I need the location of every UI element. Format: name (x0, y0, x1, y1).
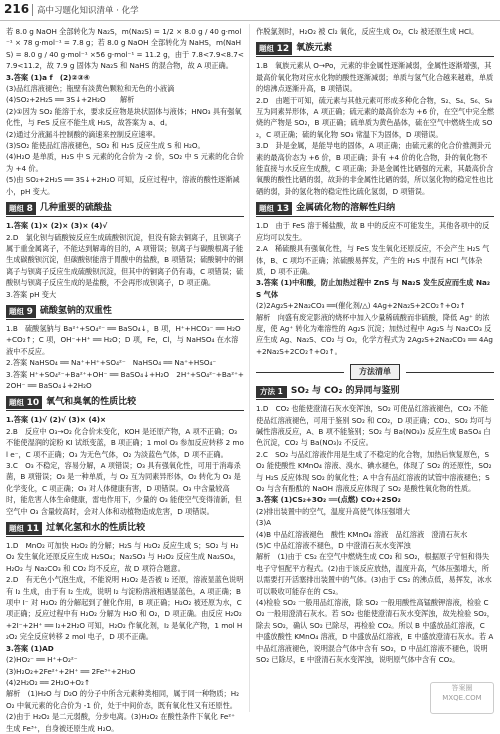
answer-line: 1.答案 (1)× (2)× (3)× (4)√ (6, 221, 108, 231)
text-line: (5)由 SO₂+2H₂S ══ 3S↓+2H₂O 可知，反应过程中，溶液的酸性逐渐减小，pH 变大。 (6, 175, 240, 196)
text-line: 2.D 氯化钡与硫酸铵反应生成硫酸钡沉淀，但没有除去铜离子，且钡离子属于重金属离子，不能达到解毒的目的，A 项错误；钡离子与碳酸根离子能生成碳酸钡沉淀，但碳酸钡能溶于胃酸中的盐酸，B 项错误；硫酸铜中的铜离子与钡离子反应生成硫酸钡沉淀，但其中的铜离子仍有毒，C 项错误；硫酸钡与钡离子反应生成的是盐酸，不会再形成钡离子，D 项正确。 (6, 232, 244, 288)
page-number: 216 (4, 2, 30, 16)
section-title: 氧气和臭氧的性质比较 (46, 397, 137, 408)
left-column (6, 26, 244, 733)
left-intro (6, 26, 244, 197)
text-line: (2)排出装置中的空气，温度升高使气体压强增大 (256, 506, 410, 516)
text-line: (3)H₂O₂+2Fe²⁺+2H⁺ ══ 2Fe³⁺+2H₂O (6, 666, 136, 676)
text-line: (3)品红溶液褪色；瓶壁有淡黄色颗粒和无色的小液滴 (6, 84, 175, 94)
answer-line: 3.答案 (1)AD (6, 643, 54, 653)
watermark-logo (430, 682, 494, 714)
section-header-9 (6, 304, 244, 320)
text-line: 3.答案 H⁺+SO₄²⁻+Ba²⁺+OH⁻ ══ BaSO₄↓+H₂O 2H⁺+SO₄²⁻+Ba²⁺+2OH⁻ ══ BaSO₄↓+2H₂O (6, 369, 244, 390)
text-line: 解析 (1)由于 CS₂ 在空气中燃烧生成 CO₂ 和 SO₂，根据原子守恒和得失电子守恒配平方程式。(2)由于该反应放热，温度升高，气体压强增大，所以需要打开活塞排出装置中的气体。(3)由于 CS₂ 的沸点低，易挥发，冰水可以吸收可能存在的 CS₂。 (256, 552, 492, 596)
text-line: (3)A (256, 518, 272, 528)
book-title: 高中习题化知识清单 · 化学 (32, 4, 139, 16)
section-header-13 (256, 201, 494, 217)
section-title: 几种重要的硫酸盐 (39, 202, 112, 213)
column-divider (249, 24, 250, 712)
text-line: 1.D MnO₂ 可加快 H₂O₂ 的分解；H₂S 与 H₂O₂ 反应生成 S；SO₂ 与 H₂O₂ 发生氧化还原反应生成 H₂SO₄；Na₂SO₃ 与 H₂O₂ 反应生成 Na₂SO₄，H₂O₂ 与 Na₂CO₃ 和 CO₂ 均不反应，故 D 项符合题意。 (6, 541, 241, 573)
section-title: 硫酸氢钠的双重性 (39, 305, 112, 316)
section-tag: 题组 13 (256, 202, 292, 215)
text-line: (4)2H₂O₂ ══ 2H₂O+O₂↑ (6, 677, 90, 687)
page-header (0, 0, 500, 21)
section-header-8 (6, 201, 244, 217)
method-tag: 方法 1 (256, 386, 287, 398)
text-line: (2)①因为 SO₂ 能溶于水，要求反应物是块状固体与液体；HNO₃ 具有强氧化性，与 FeS 反应不能生成 H₂S，故答案为 a、d。 (6, 106, 242, 128)
watermark-url: MXQE.COM (442, 694, 482, 702)
section-tag: 题组 10 (6, 396, 42, 409)
text-line: 1.D CO₂ 也能使澄清石灰水变浑浊，SO₂ 可使品红溶液褪色，CO₂ 不能使品红溶液褪色，可用于鉴别 SO₂ 和 CO₂，D 项正确；CO₂、SO₂ 均可与碱性溶液反应，A、B 项不能鉴别；SO₂ 与 Ba(NO₃)₂ 反应生成 BaSO₄ 白色沉淀，CO₂ 与 Ba(NO₃)₂ 不反应。 (256, 404, 492, 448)
text-line: 3.C O₃ 不稳定，容易分解，A 项错误；O₃ 具有强氧化性，可用于消毒杀菌，B 项错误；O₃ 是一种单质，与 O₂ 互为同素异形体，O₂ 转化为 O₃ 是化学变化，C 项正确；O₃ 对人体健康有害，D 项错误。O₃ 中含量较高时，能危害人体生命健康，雷电作用下，少量的 O₃ 能使空气变得清新，但空气中 O₃ 含量较高时，会对人体和动植物造成危害，D 项错误。 (6, 461, 242, 516)
section-tag: 题组 9 (6, 305, 36, 318)
method-list-banner (256, 363, 494, 381)
answer-line: 3.答案 (1)中和酸，防止加热过程中 ZnS 与 Na₂S 发生反应而生成 Na₂S 气体 (256, 278, 490, 299)
text-line: (4)H₂O 是单质，H₂S 中 S 元素的化合价为 -2 价，SO₂ 中 S 元素的化合价为 +4 价。 (6, 152, 244, 173)
text-line: 解析 (1)H₂O 与 D₂O 的分子中所含元素种类相同，属于同一种物质；H₂O₂ 中氧元素的化合价为 -1 价，处于中间价态，既有氧化性又有还原性。(2)由于 H₂O₂ 是二元弱酸，分步电离。(3)H₂O₂ 在酸性条件下氧化 Fe²⁺ 生成 Fe³⁺，自身被还原生成 H₂O。 (6, 689, 240, 733)
method-list-label: 方法清单 (350, 364, 400, 379)
text-line: (2)HO₂⁻ ══ H⁺+O₂²⁻ (6, 655, 78, 665)
section-tag: 题组 11 (6, 522, 42, 535)
text-line: (5)C 中品红溶液不褪色，D 中澄清石灰水变浑浊 (256, 541, 411, 551)
text-line: (2)2Ag₂S+2Na₂CO₃ ══(催化剂/△) 4Ag+2Na₂S+2CO₂↑+O₂↑ (256, 301, 466, 311)
text-line: 2.C SO₂ 与品红溶液作用是生成了不稳定的化合物，加热后恢复原色，SO₂ 能使酸性 KMnO₄ 溶液、溴水、碘水褪色，体现了 SO₂ 的还原性，SO₂ 与 H₂S 反应体现 SO₂ 的氧化性；A 中含有品红溶液的试管中溶液褪色；SO₂ 与含有酚酞的 NaOH 溶液反应体现了 SO₂ 是酸性氧化物的性质。 (256, 449, 492, 493)
text-line: (4)检验 SO₂ 一般用品红溶液，除 SO₂ 一般用酸性高锰酸钾溶液，检验 CO₂ 一般用澄清石灰水。若 SO₂ 也能使澄清石灰水变浑浊，故先检验 SO₂，除去 SO₂，确认 SO₂ 已除尽，再检验 CO₂。所以 B 中盛放品红溶液，C 中盛放酸性 KMnO₄ 溶液，D 中盛放品红溶液，E 中盛放澄清石灰水。若 A 中品红溶液褪色，说明混合气体中含有 SO₂，D 中品红溶液不褪色，说明 SO₂ 已除尽，E 中澄清石灰水变浑浊，说明原气体中含有 CO₂。 (256, 598, 494, 665)
text-line: 3.D 卦是金属，是能导电的固体，A 项正确；由硫元素的化合价推测卦元素的最高价态为 +6 价，B 项正确；卦有 +4 价的化合物，卦的氧化物不能直接与水反应生成酸，C 项正确；卦是金属性比硒强的元素，其最高价含氧酸的酸性比硒的弱，故卦的非金属性比硒的弱，所以氢化物的稳定性也比硒的弱，卦的氢化物的稳定性比硫化氢弱，D 项错误。 (256, 141, 494, 196)
answer-line: 1.答案 (1)√ (2)√ (3)× (4)× (6, 415, 107, 425)
text-line: 3.答案 pH 变大 (6, 289, 57, 299)
text-line: 1.B 硫酸氢钠与 Ba²⁺+SO₄²⁻ ══ BaSO₄↓，B 项，H⁺+HCO₃⁻ ══ H₂O+CO₂↑；C 项，OH⁻+H⁺ ══ H₂O；D 项，Fe，Cl，与 NaHSO₄ 在水溶液中不反应。 (6, 323, 241, 356)
text-line: (4)B 中品红溶液褪色 酸性 KMnO₄ 溶液 品红溶液 澄清石灰水 (256, 529, 468, 539)
text-line: 2.B 反应中 O₃→O₂ 化合价未变化，KOH 是还原产物，A 项不正确；O₃ 不能使湿润的淀粉 KI 试纸变蓝，B 项正确；1 mol O₃ 参加反应转移 2 mol e⁻，C 项不正确；O₃ 为无色气体，O₂ 为淡蓝色气体，D 项不正确。 (6, 426, 244, 459)
text-line: 若 8.0 g NaOH 全部转化为 Na₂S，m(Na₂S) = 1/2 × 8.0 g / 40 g·mol⁻¹ × 78 g·mol⁻¹ = 7.8 g；若 8.0 g NaOH 全部转化为 NaHS，m(NaHS) = 8.0 g / 40 g·mol⁻¹ ×56 g·mol⁻¹ = 11.2 g，由于 7.8<7.9<8.7<7.9<11.2，故 7.9 g 固体为 Na₂S 和 NaHS 的混合物，故 A 项正确。 (6, 27, 244, 71)
text-line: 作脱氯剂时，H₂O₂ 被 Cl₂ 氧化，反应生成 O₂，Cl₂ 被还原生成 HCl。 (256, 27, 479, 36)
text-line: (3)SO₂ 能使品红溶液褪色，SO₂ 和 H₂S 反应生成 S 和 H₂O。 (6, 141, 205, 151)
section-header-10 (6, 395, 244, 411)
section-tag: 题组 8 (6, 202, 36, 215)
text-line: (4)SO₂+2H₂S ══ 3S↓+2H₂O 解析 (6, 95, 135, 105)
section-header-11 (6, 521, 244, 537)
answer-line: 3.答案 (1)CS₂+3O₂ ══(点燃) CO₂+2SO₂ (256, 495, 401, 505)
text-line: 2.D 有无色小气泡生成，不能说明 H₂O₂ 是否被 I₂ 还原，溶液显蓝色说明有 I₂ 生成，由于有 I₂ 生成，说明 I₂ 与淀粉溶液相遇显蓝色，A 项正确；B 项中 I⁻ 对 H₂O₂ 的分解起到了催化作用，B 项正确；H₂O₂ 被还原为水，C 项正确；反应过程中有 H₂O₂ 分解为 H₂O 和 O₂，D 项正确。由反应 H₂O₂+2I⁻+2H⁺ ══ I₂+2H₂O 可知，H₂O₂ 作氧化剂，I₂ 是氧化产物，1 mol H₂O₂ 完全反应转移 2 mol 电子，D 项不正确。 (6, 575, 244, 642)
text-line: 2.D 由题干可知，硫元素与其他元素可形成多种化合物，S₂、S₄、S₆、S₈ 互为同素异形体，A 项正确；硫元素的最高价态为 +6 价，在空气中完全燃烧的产物是 SO₂，B 项正确；硫单质为黄色晶体，硫在空气中燃烧生成 SO₂，C 项正确；硫的氧化物 SO₃ 常温下为固体，D 项错误。 (256, 95, 494, 139)
banner-rule (406, 372, 494, 373)
banner-rule (256, 372, 344, 373)
section-title: 氧族元素 (296, 43, 333, 54)
text-line: 1.B 氧族元素从 O→Po，元素的非金属性逐渐减弱，金属性逐渐增强，其最高价氧化物对应水化物的酸性逐渐减弱；单质与氢气化合越来越难，单质的熔沸点逐渐升高，B 项错误。 (256, 61, 494, 94)
section-tag: 题组 12 (256, 42, 292, 55)
right-column (256, 26, 494, 712)
text-line: 解析 向盛有废定影液的烧杯中加入少量稀硫酸而非硫酸，降低 Ag⁺ 的浓度，使 Ag⁺ 转化为难溶性的 Ag₂S 沉淀；加热过程中 Ag₂S 与 Na₂CO₃ 反应生成 Ag、Na₂S、CO₂ 与 O₂，化学方程式为 2Ag₂S+2Na₂CO₃ ══ 4Ag+2Na₂S+2CO₂↑+O₂↑。 (256, 312, 493, 356)
section-title: 金属硫化物的溶解性归纳 (296, 203, 396, 214)
text-line: 1.D 由于 FeS 溶于稀盐酸，故 B 中的反应不可能发生，其他各项中的反应均可以发生。 (256, 221, 490, 242)
watermark-text: 答案圈 (451, 684, 473, 692)
answer-line: 3.答案 (1)a f (2)②③④ (6, 72, 90, 82)
text-line: 2.答案 NaHSO₄ ══ Na⁺+H⁺+SO₄²⁻ NaHSO₄ ══ Na⁺+HSO₄⁻ (6, 358, 217, 368)
section-header-12 (256, 41, 494, 57)
text-line: 2.A 稀硫酸具有强氧化性，与 FeS 发生氧化还原反应，不会产生 H₂S 气体，B、C 项均不正确；浓硫酸易挥发，产生的 H₂S 中混有 HCl 气体杂质，D 项不正确。 (256, 244, 490, 276)
method-title: SO₂ 与 CO₂ 的异同与鉴别 (290, 386, 400, 397)
method-header-1 (256, 385, 494, 400)
text-line: (2)通过分液漏斗控制酸的滴速来控制反应速率。 (6, 129, 160, 139)
section-title: 过氧化氢和水的性质比较 (46, 522, 146, 533)
